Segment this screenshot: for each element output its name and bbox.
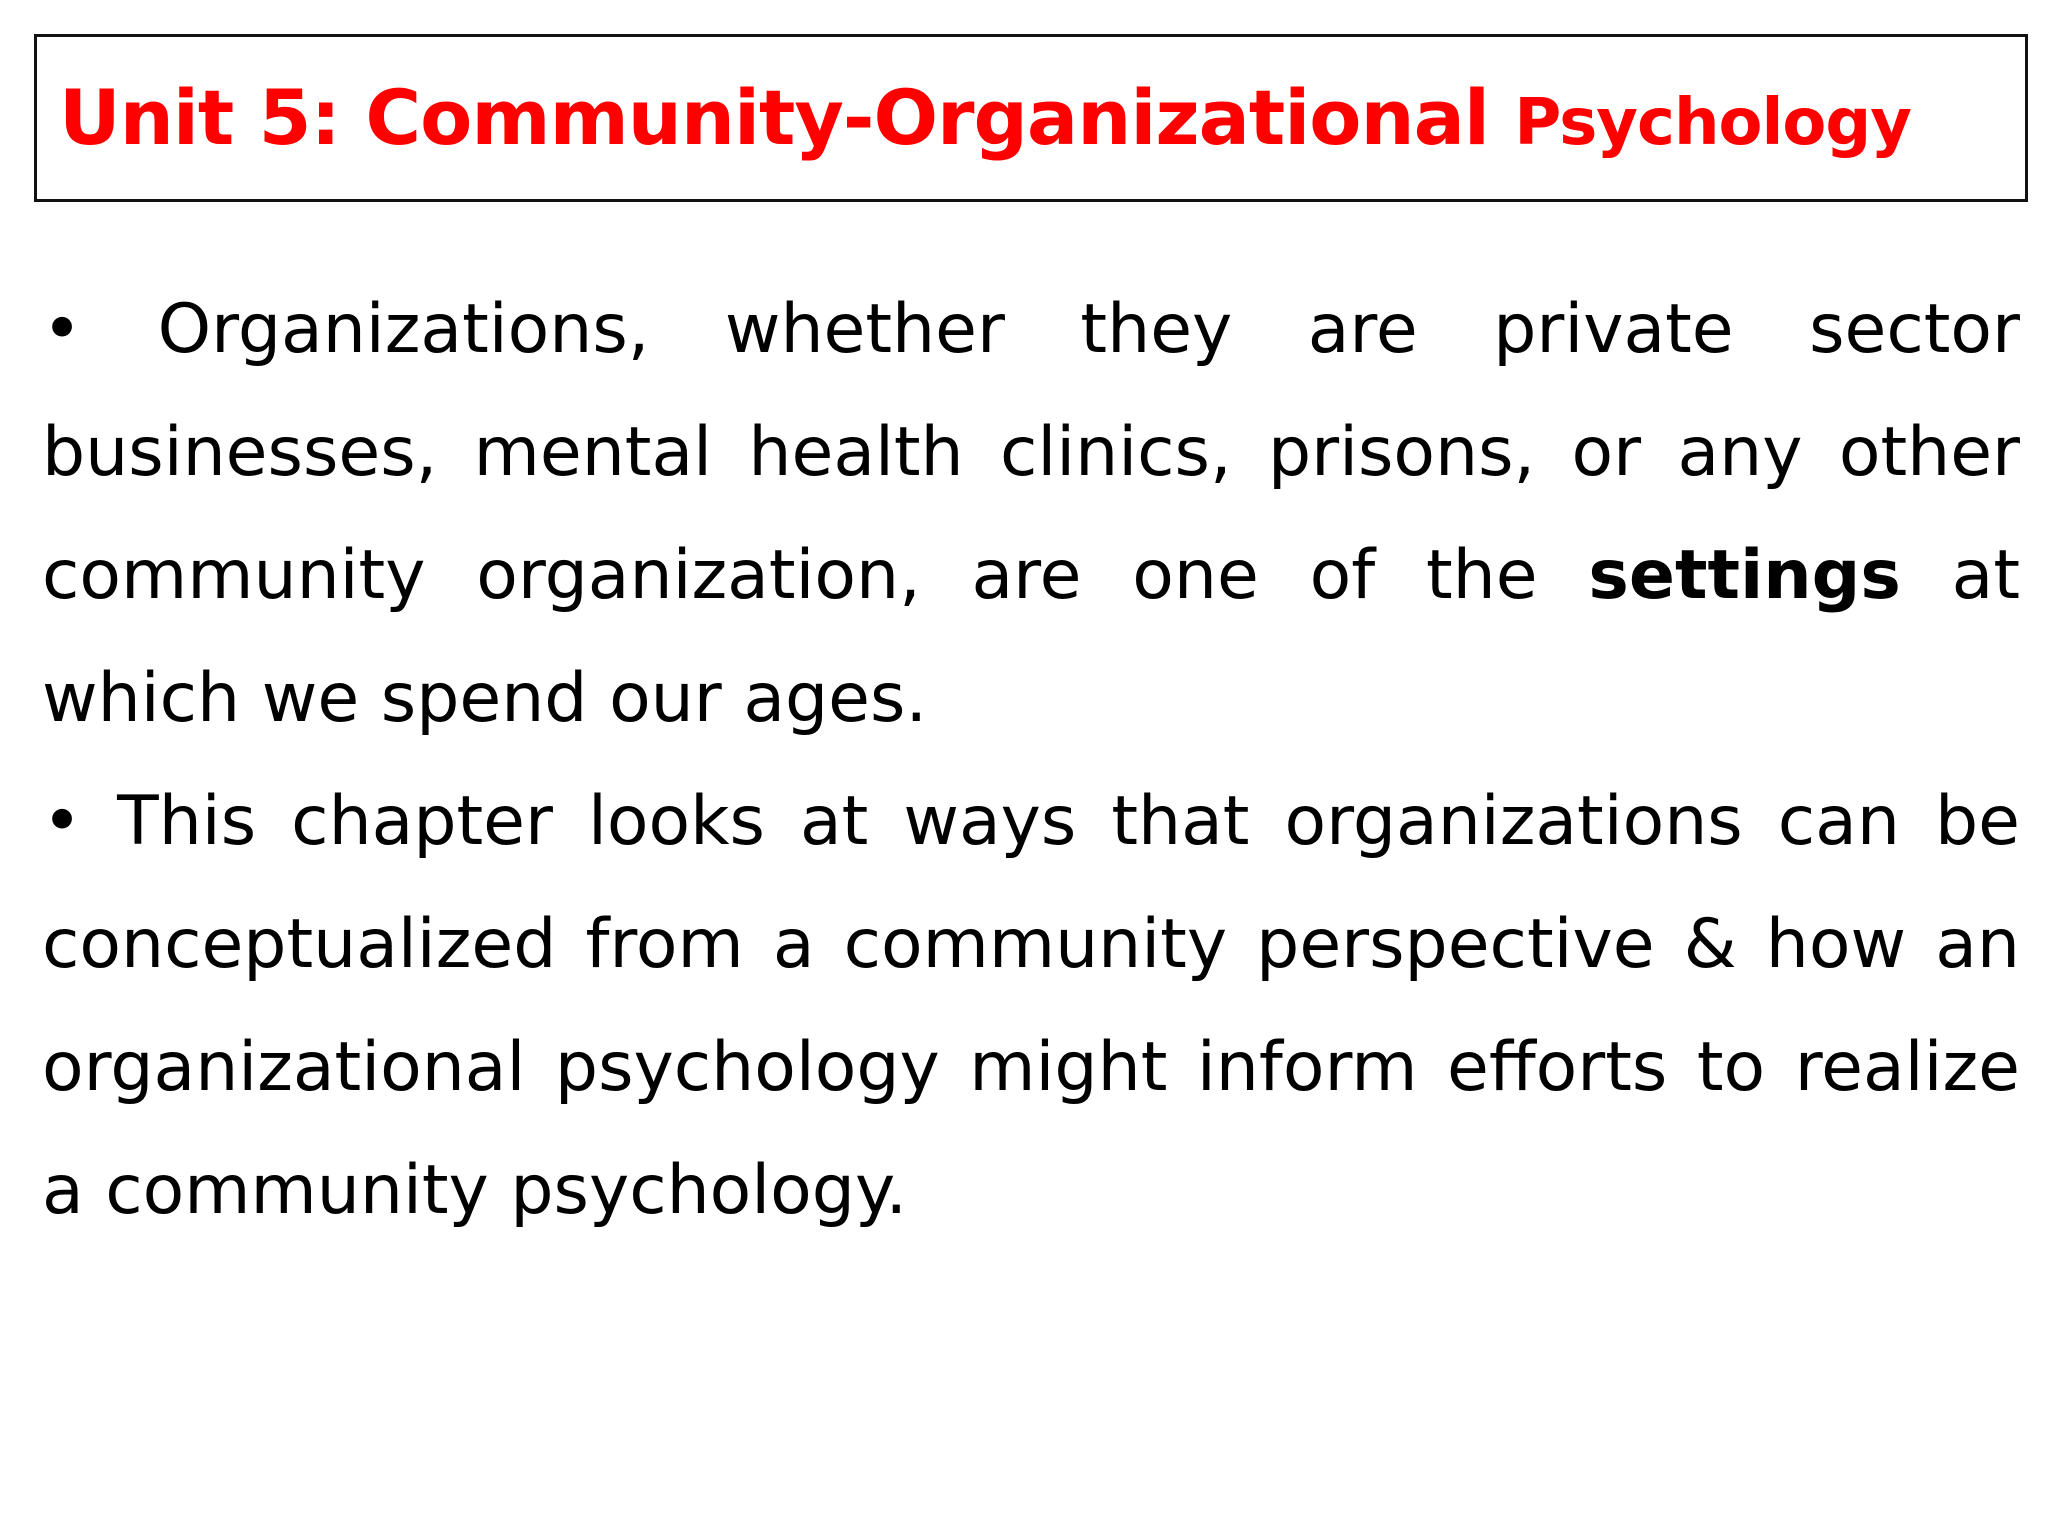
bullet-item-2 [42, 760, 2020, 1252]
bullet-1-text-after: at which we spend our ages. [42, 536, 2020, 738]
bullet-2-text: This chapter looks at ways that organizations can be conceptualized from a community perspective & how an organizational psychology might inform efforts to realize a community psychology. [42, 782, 2020, 1230]
bullet-1-bold-term: settings [1588, 536, 1901, 615]
slide-title [59, 73, 1911, 162]
slide-title-main: Unit 5: Community-Organizational [59, 73, 1489, 162]
slide-title-tail: Psychology [1514, 86, 1911, 160]
bullet-marker: • [42, 290, 83, 369]
bullet-1-text-before: Organizations, whether they are private sector businesses, mental health clinics, prisons, or any other community organization, are one of the [42, 290, 2020, 615]
bullet-item-1 [42, 268, 2020, 760]
bullet-marker: • [42, 782, 83, 861]
slide-body [42, 268, 2020, 1252]
title-box [34, 34, 2028, 202]
